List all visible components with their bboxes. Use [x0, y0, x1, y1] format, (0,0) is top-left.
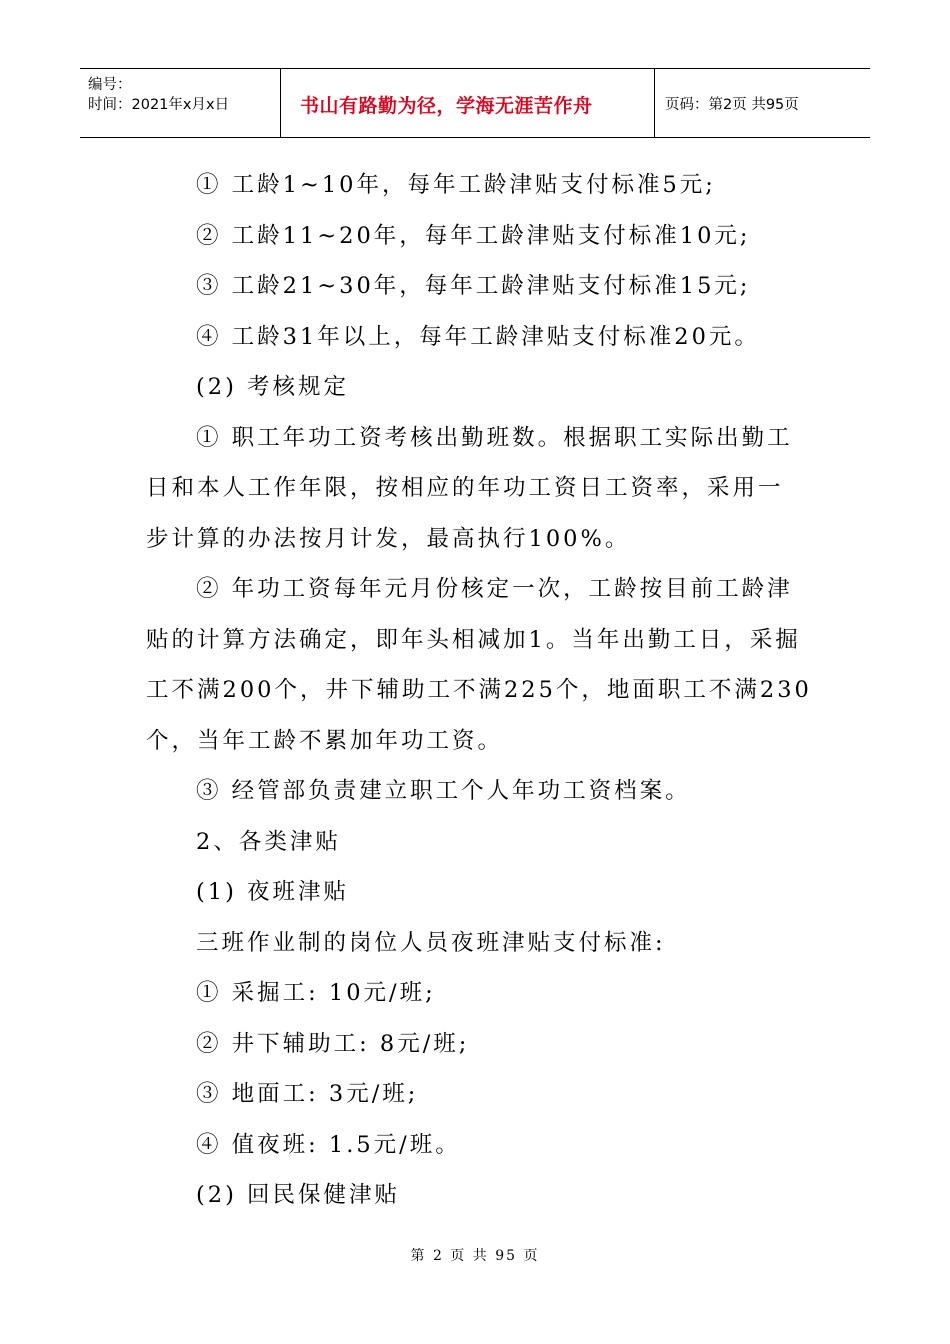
paragraph-line: ① 职工年功工资考核出勤班数。根据职工实际出勤工	[196, 424, 793, 451]
paragraph-line: ③ 经管部负责建立职工个人年功工资档案。	[196, 778, 691, 804]
section-heading: (2) 回民保健津贴	[196, 1182, 401, 1208]
page-header	[80, 68, 870, 138]
paragraph-line: 工不满200个，井下辅助工不满225个，地面职工不满230	[146, 677, 812, 703]
paragraph-line: ④ 工龄31年以上，每年工龄津贴支付标准20元。	[196, 323, 760, 350]
section-heading: (1) 夜班津贴	[196, 879, 350, 905]
paragraph-line: 三班作业制的岗位人员夜班津贴支付标准:	[196, 929, 666, 956]
paragraph-line: ③ 工龄21~30年，每年工龄津贴支付标准15元;	[196, 273, 751, 299]
paragraph-line: ② 工龄11~20年，每年工龄津贴支付标准10元;	[196, 222, 751, 249]
document-body	[146, 160, 816, 1221]
page-footer: 第 2 页 共 95 页	[410, 1248, 540, 1264]
section-heading: (2) 考核规定	[196, 374, 350, 400]
header-page-cell	[655, 69, 870, 137]
motto: 书山有路勤为径，学海无涯苦作舟	[300, 95, 593, 117]
page-code: 页码：第2页 共95页	[665, 97, 799, 113]
time-label: 时间：2021年x月x日	[88, 97, 230, 113]
paragraph-line: 贴的计算方法确定，即年头相减加1。当年出勤工日，采掘	[146, 626, 801, 653]
paragraph-line: ② 年功工资每年元月份核定一次，工龄按目前工龄津	[196, 576, 793, 602]
number-label: 编号：	[88, 77, 132, 93]
paragraph-line: ② 井下辅助工: 8元/班;	[196, 1030, 470, 1057]
paragraph-line: ③ 地面工: 3元/班;	[196, 1081, 419, 1107]
paragraph-line: 日和本人工作年限，按相应的年功工资日工资率，采用一	[146, 475, 784, 501]
header-motto-cell	[280, 69, 655, 137]
paragraph-line: ① 工龄1~10年，每年工龄津贴支付标准5元;	[196, 172, 716, 198]
paragraph-line: 个，当年工龄不累加年功工资。	[146, 727, 504, 754]
paragraph-line: ④ 值夜班: 1.5元/班。	[196, 1131, 461, 1158]
header-info-cell	[80, 69, 281, 137]
paragraph-line: ① 采掘工: 10元/班;	[196, 980, 436, 1006]
paragraph-line: 步计算的办法按月计发，最高执行100%。	[146, 525, 631, 552]
section-heading: 2、各类津贴	[196, 828, 341, 855]
